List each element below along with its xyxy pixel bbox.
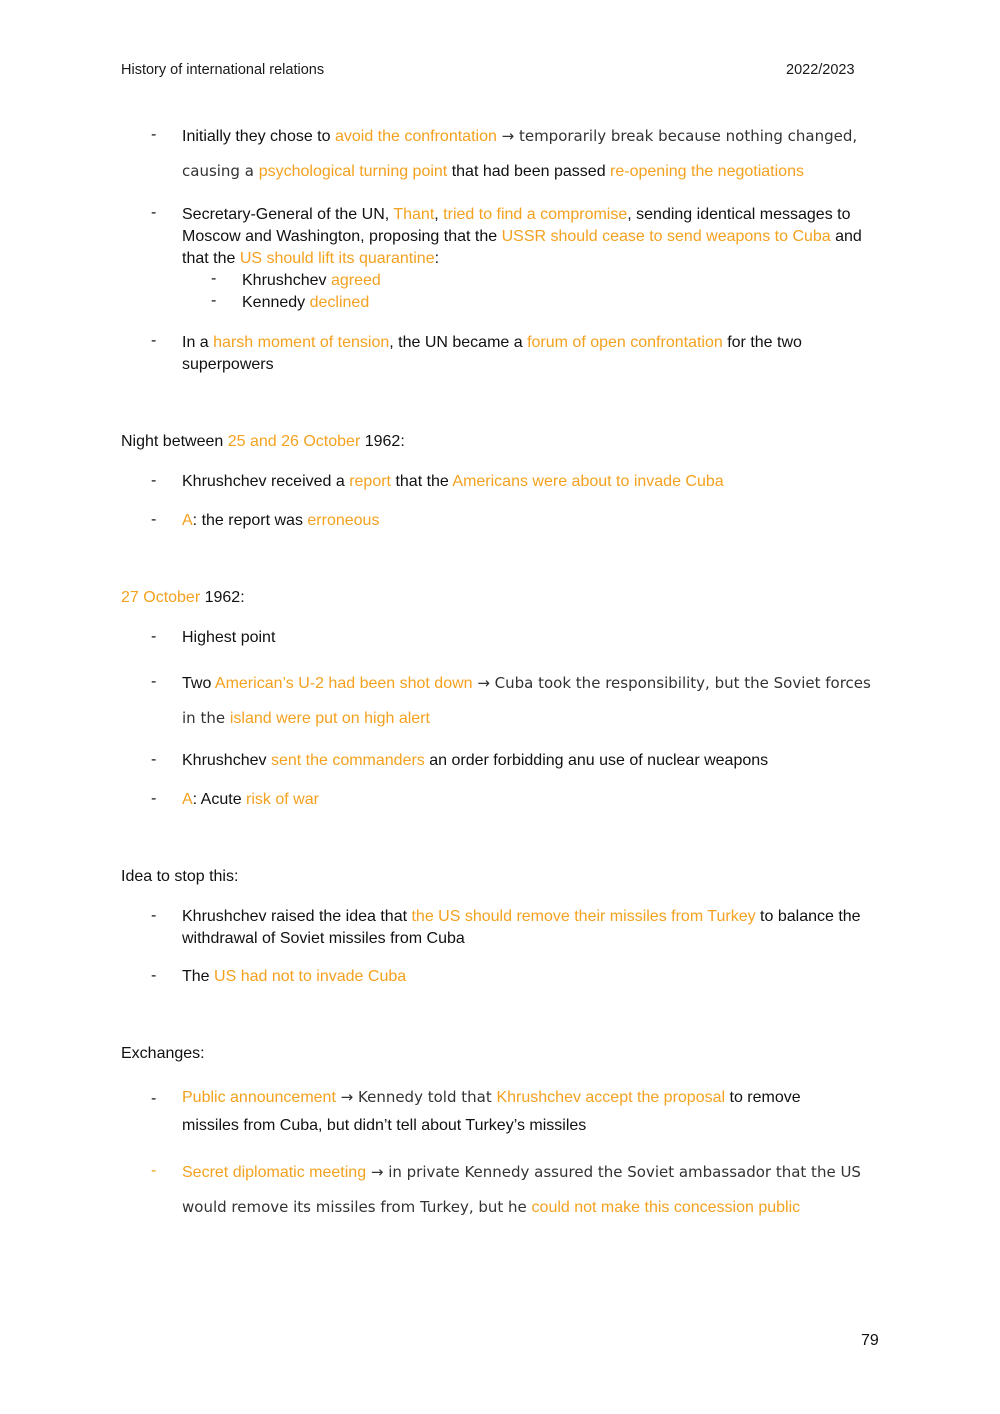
list-item: Secretary-General of the UN, Thant, tried to find a compromise, sending identical messages to Moscow and Washington, proposing that the USSR should cease to send weapons to Cuba and that the US should lift its quarantine:	[182, 206, 862, 267]
list-item: Khrushchev received a report that the Americans were about to invade Cuba	[182, 473, 724, 490]
bullet-dash: -	[151, 472, 157, 489]
list-item: Secret diplomatic meeting → in private Kennedy assured the Soviet ambassador that the US would remove its missiles from Turkey, but he could not make this concession public	[182, 1163, 861, 1216]
bullet-dash: -	[151, 967, 157, 984]
section-heading: Night between 25 and 26 October 1962:	[121, 433, 405, 450]
list-item: Two American’s U-2 had been shot down → Cuba took the responsibility, but the Soviet forces in the island were put on high alert	[182, 674, 871, 727]
list-item: Khrushchev raised the idea that the US should remove their missiles from Turkey to balance the withdrawal of Soviet missiles from Cuba	[182, 908, 861, 947]
bullet-dash: -	[151, 790, 157, 807]
bullet-dash: -	[151, 332, 157, 349]
list-item: Khrushchev sent the commanders an order forbidding anu use of nuclear weapons	[182, 752, 769, 769]
section-heading: Exchanges:	[121, 1045, 205, 1062]
list-item: A: the report was erroneous	[182, 512, 380, 529]
bullet-dash: -	[151, 204, 157, 221]
section-heading: Idea to stop this:	[121, 868, 239, 885]
section-heading: 27 October 1962:	[121, 589, 245, 606]
bullet-dash: -	[211, 270, 217, 287]
bullet-dash: -	[151, 628, 157, 645]
page-number: 79	[861, 1332, 879, 1349]
header-title: History of international relations	[121, 62, 325, 78]
list-item: Public announcement → Kennedy told that Khrushchev accept the proposal to remove missiles from Cuba, but didn’t tell about Turkey’s missiles	[182, 1088, 801, 1134]
sub-list-item: Khrushchev agreed	[242, 272, 381, 289]
bullet-dash: -	[151, 1162, 157, 1179]
bullet-dash: -	[151, 673, 157, 690]
list-item: A: Acute risk of war	[182, 791, 319, 808]
header-year: 2022/2023	[786, 62, 855, 78]
bullet-dash: -	[211, 292, 217, 309]
bullet-dash: -	[151, 126, 157, 143]
bullet-dash: -	[151, 511, 157, 528]
list-item: In a harsh moment of tension, the UN became a forum of open confrontation for the two superpowers	[182, 334, 802, 373]
list-item: Highest point	[182, 629, 276, 646]
bullet-dash: -	[151, 751, 157, 768]
list-item: The US had not to invade Cuba	[182, 968, 407, 985]
bullet-dash: -	[151, 907, 157, 924]
sub-list-item: Kennedy declined	[242, 294, 370, 311]
list-item: Initially they chose to avoid the confrontation → temporarily break because nothing changed, causing a psychological turning point that had been passed re-opening the negotiations	[182, 127, 858, 180]
bullet-dash: -	[151, 1090, 157, 1107]
